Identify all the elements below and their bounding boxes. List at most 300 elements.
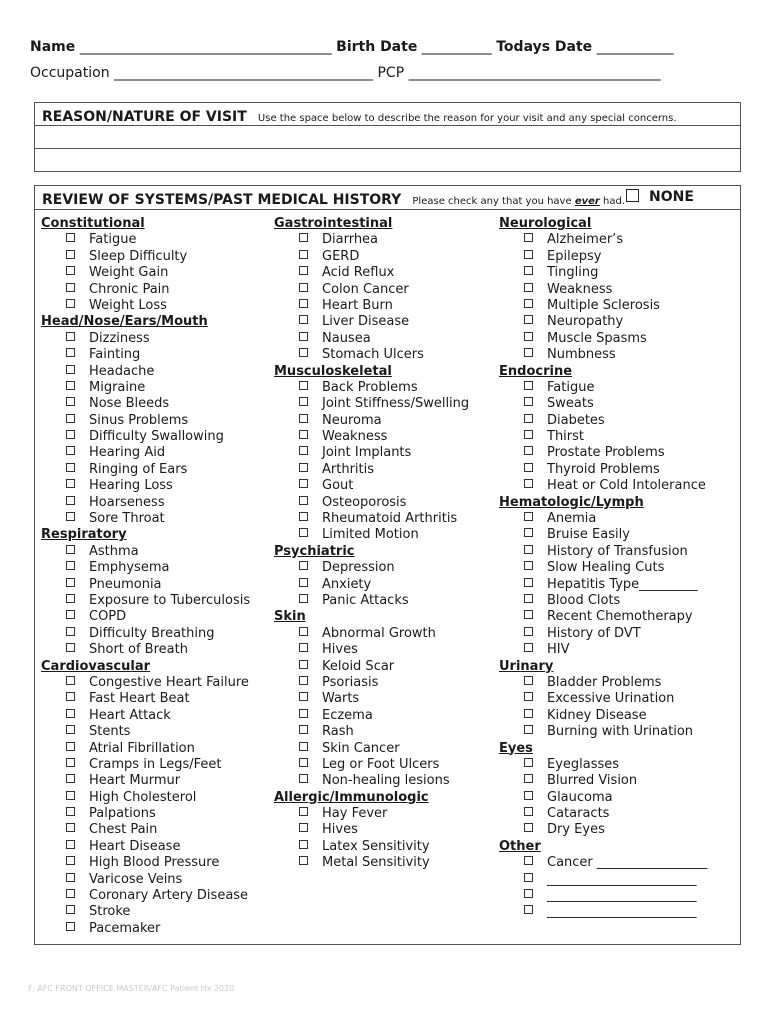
checkbox[interactable] bbox=[299, 332, 308, 341]
checklist-item[interactable] bbox=[41, 282, 281, 298]
checklist-item[interactable] bbox=[274, 413, 514, 429]
checklist-item-label: Heart Disease bbox=[89, 838, 181, 854]
checklist-item[interactable] bbox=[41, 560, 281, 576]
checklist-item[interactable] bbox=[41, 265, 281, 281]
checklist-item[interactable] bbox=[41, 249, 281, 265]
checkbox[interactable] bbox=[66, 233, 75, 242]
checklist-item[interactable] bbox=[499, 331, 739, 347]
section-heading: Psychiatric bbox=[274, 543, 355, 559]
checklist-item[interactable] bbox=[499, 544, 739, 560]
checklist-item-label: GERD bbox=[322, 248, 360, 264]
checklist-item-label: Heart Attack bbox=[89, 707, 171, 723]
checkbox[interactable] bbox=[299, 266, 308, 275]
checklist-item[interactable] bbox=[274, 757, 514, 773]
checklist-item[interactable] bbox=[499, 773, 739, 789]
checklist-item[interactable] bbox=[274, 626, 514, 642]
checklist-item[interactable] bbox=[41, 921, 281, 937]
checklist-item[interactable] bbox=[41, 478, 281, 494]
checkbox[interactable] bbox=[299, 627, 308, 636]
checklist-item[interactable] bbox=[274, 708, 514, 724]
checkbox[interactable] bbox=[299, 692, 308, 701]
checklist-item[interactable] bbox=[41, 773, 281, 789]
checklist-item[interactable] bbox=[274, 282, 514, 298]
checkbox[interactable] bbox=[299, 315, 308, 324]
checklist-item[interactable] bbox=[274, 462, 514, 478]
checkbox[interactable] bbox=[66, 365, 75, 374]
checkbox[interactable] bbox=[524, 250, 533, 259]
checklist-item[interactable] bbox=[41, 380, 281, 396]
checklist-item-label: Anxiety bbox=[322, 576, 372, 592]
none-checkbox[interactable] bbox=[626, 189, 639, 202]
column-1 bbox=[41, 216, 281, 937]
checklist-item[interactable] bbox=[274, 724, 514, 740]
checkbox[interactable] bbox=[299, 578, 308, 587]
checkbox[interactable] bbox=[299, 676, 308, 685]
checklist-item-label: Numbness bbox=[547, 347, 616, 363]
checklist-item[interactable] bbox=[499, 282, 739, 298]
checklist-item-label: Glaucoma bbox=[547, 789, 613, 805]
checklist-item[interactable] bbox=[499, 298, 739, 314]
checkbox[interactable] bbox=[524, 627, 533, 636]
checklist-item[interactable] bbox=[41, 757, 281, 773]
checklist-item[interactable] bbox=[41, 593, 281, 609]
checklist-item[interactable] bbox=[41, 511, 281, 527]
reason-line-2[interactable] bbox=[34, 148, 741, 149]
checklist-item-label: HIV bbox=[547, 642, 570, 658]
checklist-item[interactable] bbox=[499, 445, 739, 461]
checklist-item[interactable] bbox=[274, 396, 514, 412]
checklist-item-label: Pacemaker bbox=[89, 920, 161, 936]
checklist-item[interactable] bbox=[499, 626, 739, 642]
checklist-item[interactable] bbox=[499, 593, 739, 609]
checklist-item[interactable] bbox=[274, 511, 514, 527]
checklist-item-label: Liver Disease bbox=[322, 314, 410, 330]
checklist-item-label: Asthma bbox=[89, 543, 139, 559]
checkbox[interactable] bbox=[299, 283, 308, 292]
checklist-item-label: Hepatitis Type_________ bbox=[547, 576, 698, 592]
checkbox[interactable] bbox=[524, 512, 533, 521]
checklist-item-label: Dizziness bbox=[89, 330, 150, 346]
checklist-item-label: _______________________ bbox=[547, 888, 697, 904]
checklist-item[interactable] bbox=[274, 855, 514, 871]
checklist-item[interactable] bbox=[274, 331, 514, 347]
checkbox[interactable] bbox=[299, 250, 308, 259]
checklist-item[interactable] bbox=[499, 413, 739, 429]
checkbox[interactable] bbox=[524, 643, 533, 652]
checkbox[interactable] bbox=[66, 610, 75, 619]
checklist-item-label: Acid Reflux bbox=[322, 265, 395, 281]
checklist-item[interactable] bbox=[499, 790, 739, 806]
checklist-item-label: Non-healing lesions bbox=[322, 773, 450, 789]
checkbox[interactable] bbox=[66, 545, 75, 554]
checklist-item-label: Sinus Problems bbox=[89, 412, 189, 428]
section-heading: Endocrine bbox=[499, 363, 573, 379]
checkbox[interactable] bbox=[66, 922, 75, 931]
checkbox[interactable] bbox=[524, 594, 533, 603]
checklist-item[interactable] bbox=[41, 364, 281, 380]
checklist-item[interactable] bbox=[274, 314, 514, 330]
checkbox[interactable] bbox=[299, 823, 308, 832]
checklist-item-label: Pneumonia bbox=[89, 576, 162, 592]
checklist-item-label: Burning with Urination bbox=[547, 724, 694, 740]
checkbox[interactable] bbox=[299, 397, 308, 406]
checklist-item[interactable] bbox=[274, 560, 514, 576]
checklist-item[interactable] bbox=[499, 560, 739, 576]
checkbox[interactable] bbox=[524, 856, 533, 865]
checkbox[interactable] bbox=[66, 561, 75, 570]
column-2 bbox=[274, 216, 514, 872]
checkbox[interactable] bbox=[299, 512, 308, 521]
checklist-item-label: Rash bbox=[322, 724, 354, 740]
checkbox[interactable] bbox=[524, 889, 533, 898]
name-label: Name bbox=[30, 39, 76, 55]
checklist-item[interactable] bbox=[274, 675, 514, 691]
reason-line-1[interactable] bbox=[34, 125, 741, 126]
checklist-item[interactable] bbox=[41, 626, 281, 642]
checklist-item[interactable] bbox=[41, 429, 281, 445]
ros-title: REVIEW OF SYSTEMS/PAST MEDICAL HISTORY bbox=[42, 192, 402, 208]
checklist-item[interactable] bbox=[41, 675, 281, 691]
checklist-item-label: Slow Healing Cuts bbox=[547, 560, 665, 576]
checkbox[interactable] bbox=[299, 528, 308, 537]
checklist-item[interactable] bbox=[41, 445, 281, 461]
checklist-item-label: Cramps in Legs/Feet bbox=[89, 756, 222, 772]
occupation-field[interactable]: _____________________________________ bbox=[114, 65, 374, 81]
checklist-item[interactable] bbox=[41, 298, 281, 314]
checklist-item[interactable] bbox=[499, 396, 739, 412]
checkbox[interactable] bbox=[299, 496, 308, 505]
checkbox[interactable] bbox=[524, 725, 533, 734]
checkbox[interactable] bbox=[66, 627, 75, 636]
section-heading: Urinary bbox=[499, 658, 554, 674]
checkbox[interactable] bbox=[66, 643, 75, 652]
checklist-item-label: Stomach Ulcers bbox=[322, 347, 424, 363]
checkbox[interactable] bbox=[299, 856, 308, 865]
checklist-item-label: Heart Murmur bbox=[89, 773, 181, 789]
checkbox[interactable] bbox=[524, 774, 533, 783]
checkbox[interactable] bbox=[524, 299, 533, 308]
checkbox[interactable] bbox=[66, 742, 75, 751]
checklist-item[interactable] bbox=[41, 741, 281, 757]
checklist-item-label: Sleep Difficulty bbox=[89, 248, 188, 264]
checklist-item-label: Nausea bbox=[322, 330, 371, 346]
checklist-item[interactable] bbox=[274, 839, 514, 855]
checkbox[interactable] bbox=[299, 430, 308, 439]
checkbox[interactable] bbox=[66, 676, 75, 685]
checklist-item[interactable] bbox=[499, 478, 739, 494]
checkbox[interactable] bbox=[66, 479, 75, 488]
checkbox[interactable] bbox=[66, 266, 75, 275]
checklist-item[interactable] bbox=[41, 396, 281, 412]
checkbox[interactable] bbox=[66, 414, 75, 423]
checklist-item[interactable] bbox=[41, 462, 281, 478]
checkbox[interactable] bbox=[66, 446, 75, 455]
checklist-item[interactable] bbox=[41, 872, 281, 888]
checklist-item[interactable] bbox=[274, 806, 514, 822]
checkbox[interactable] bbox=[66, 594, 75, 603]
checkbox[interactable] bbox=[66, 774, 75, 783]
todays-date-label: Todays Date bbox=[496, 39, 593, 55]
checklist-item[interactable] bbox=[499, 806, 739, 822]
checklist-item-label: Eczema bbox=[322, 707, 373, 723]
checkbox[interactable] bbox=[524, 807, 533, 816]
checkbox[interactable] bbox=[524, 709, 533, 718]
checklist-item[interactable] bbox=[499, 577, 739, 593]
checkbox[interactable] bbox=[524, 381, 533, 390]
checklist-item-label: Limited Motion bbox=[322, 527, 419, 543]
name-field[interactable]: ____________________________________ bbox=[79, 39, 332, 55]
checkbox[interactable] bbox=[66, 889, 75, 898]
checklist-item[interactable] bbox=[274, 659, 514, 675]
birth-date-field[interactable]: __________ bbox=[421, 39, 492, 55]
checklist-item[interactable] bbox=[499, 265, 739, 281]
checklist-item[interactable] bbox=[41, 691, 281, 707]
checklist-item[interactable] bbox=[499, 855, 739, 871]
checklist-item[interactable] bbox=[274, 593, 514, 609]
checklist-item-label: Sweats bbox=[547, 396, 594, 412]
checkbox[interactable] bbox=[66, 430, 75, 439]
checklist-item[interactable] bbox=[274, 478, 514, 494]
checkbox[interactable] bbox=[66, 905, 75, 914]
checklist-item[interactable] bbox=[41, 708, 281, 724]
checkbox[interactable] bbox=[299, 774, 308, 783]
checkbox[interactable] bbox=[299, 233, 308, 242]
checklist-item-label: Weakness bbox=[322, 429, 388, 445]
checklist-item[interactable] bbox=[499, 822, 739, 838]
checklist-item[interactable] bbox=[41, 347, 281, 363]
checkbox[interactable] bbox=[524, 315, 533, 324]
checkbox[interactable] bbox=[66, 397, 75, 406]
checklist-item-label: Kidney Disease bbox=[547, 707, 647, 723]
checklist-item[interactable] bbox=[274, 773, 514, 789]
checklist-item[interactable] bbox=[41, 888, 281, 904]
checklist-item[interactable] bbox=[274, 527, 514, 543]
checklist-item[interactable] bbox=[499, 888, 739, 904]
checkbox[interactable] bbox=[524, 692, 533, 701]
checkbox[interactable] bbox=[524, 758, 533, 767]
checklist-item-label: Muscle Spasms bbox=[547, 330, 647, 346]
checkbox[interactable] bbox=[524, 446, 533, 455]
column-3 bbox=[499, 216, 739, 921]
checkbox[interactable] bbox=[524, 791, 533, 800]
checklist-item-label: Warts bbox=[322, 691, 360, 707]
checklist-item-label: Arthritis bbox=[322, 461, 375, 477]
pcp-field[interactable]: ____________________________________ bbox=[408, 65, 661, 81]
checkbox[interactable] bbox=[66, 299, 75, 308]
checkbox[interactable] bbox=[66, 348, 75, 357]
checklist-item[interactable] bbox=[274, 380, 514, 396]
checklist-item[interactable] bbox=[499, 527, 739, 543]
checkbox[interactable] bbox=[66, 381, 75, 390]
checklist-item-label: Atrial Fibrillation bbox=[89, 740, 195, 756]
checkbox[interactable] bbox=[66, 725, 75, 734]
checklist-item[interactable] bbox=[41, 331, 281, 347]
checkbox[interactable] bbox=[524, 561, 533, 570]
checklist-item-label: Hearing Loss bbox=[89, 478, 173, 494]
checklist-item[interactable] bbox=[274, 577, 514, 593]
checkbox[interactable] bbox=[66, 512, 75, 521]
checklist-item[interactable] bbox=[41, 577, 281, 593]
checkbox[interactable] bbox=[524, 266, 533, 275]
checkbox[interactable] bbox=[66, 807, 75, 816]
checkbox[interactable] bbox=[524, 332, 533, 341]
todays-date-field[interactable]: ___________ bbox=[596, 39, 674, 55]
checkbox[interactable] bbox=[299, 758, 308, 767]
checklist-item[interactable] bbox=[499, 757, 739, 773]
checkbox[interactable] bbox=[524, 348, 533, 357]
checkbox[interactable] bbox=[299, 348, 308, 357]
checklist-item[interactable] bbox=[499, 904, 739, 920]
checklist-item[interactable] bbox=[274, 265, 514, 281]
checkbox[interactable] bbox=[299, 446, 308, 455]
checklist-item-label: Difficulty Swallowing bbox=[89, 429, 224, 445]
checklist-item[interactable] bbox=[499, 511, 739, 527]
section-heading: Eyes bbox=[499, 740, 533, 756]
checklist-item-label: Bruise Easily bbox=[547, 527, 630, 543]
checkbox[interactable] bbox=[299, 594, 308, 603]
checkbox[interactable] bbox=[66, 463, 75, 472]
checkbox[interactable] bbox=[66, 578, 75, 587]
checklist-item[interactable] bbox=[499, 642, 739, 658]
checklist-item[interactable] bbox=[41, 232, 281, 248]
checkbox[interactable] bbox=[66, 758, 75, 767]
checkbox[interactable] bbox=[524, 430, 533, 439]
checkbox[interactable] bbox=[524, 479, 533, 488]
checklist-item[interactable] bbox=[274, 642, 514, 658]
checkbox[interactable] bbox=[66, 250, 75, 259]
checklist-item-label: Abnormal Growth bbox=[322, 625, 436, 641]
checklist-item[interactable] bbox=[41, 413, 281, 429]
checklist-item-label: Cancer _________________ bbox=[547, 855, 708, 871]
checklist-item[interactable] bbox=[41, 609, 281, 625]
checklist-item[interactable] bbox=[41, 904, 281, 920]
checklist-item[interactable] bbox=[274, 429, 514, 445]
checklist-item[interactable] bbox=[41, 822, 281, 838]
checkbox[interactable] bbox=[66, 823, 75, 832]
checklist-item[interactable] bbox=[41, 495, 281, 511]
checklist-item[interactable] bbox=[41, 806, 281, 822]
checkbox[interactable] bbox=[524, 283, 533, 292]
checkbox[interactable] bbox=[299, 660, 308, 669]
checklist-item-label: Epilepsy bbox=[547, 248, 602, 264]
checklist-item[interactable] bbox=[274, 232, 514, 248]
checklist-item-label: Multiple Sclerosis bbox=[547, 297, 660, 313]
checkbox[interactable] bbox=[66, 283, 75, 292]
checklist-item[interactable] bbox=[274, 249, 514, 265]
checklist-item[interactable] bbox=[41, 790, 281, 806]
checklist-item[interactable] bbox=[41, 839, 281, 855]
checkbox[interactable] bbox=[299, 709, 308, 718]
checklist-item[interactable] bbox=[41, 724, 281, 740]
checklist-item-label: Diabetes bbox=[547, 412, 605, 428]
checklist-item[interactable] bbox=[41, 855, 281, 871]
checklist-item[interactable] bbox=[499, 429, 739, 445]
checkbox[interactable] bbox=[299, 807, 308, 816]
checklist-item[interactable] bbox=[499, 609, 739, 625]
checkbox[interactable] bbox=[524, 610, 533, 619]
checkbox[interactable] bbox=[66, 873, 75, 882]
checklist-item[interactable] bbox=[274, 691, 514, 707]
checkbox[interactable] bbox=[524, 545, 533, 554]
checklist-item[interactable] bbox=[499, 314, 739, 330]
checklist-item[interactable] bbox=[499, 872, 739, 888]
checklist-item[interactable] bbox=[274, 741, 514, 757]
checkbox[interactable] bbox=[299, 299, 308, 308]
ros-header-divider bbox=[34, 209, 741, 210]
checkbox[interactable] bbox=[66, 496, 75, 505]
checklist-item[interactable] bbox=[274, 347, 514, 363]
checklist-item[interactable] bbox=[499, 724, 739, 740]
checkbox[interactable] bbox=[66, 856, 75, 865]
checkbox[interactable] bbox=[524, 905, 533, 914]
checkbox[interactable] bbox=[524, 528, 533, 537]
checklist-item-label: Coronary Artery Disease bbox=[89, 888, 249, 904]
checklist-item-label: Chronic Pain bbox=[89, 281, 170, 297]
checkbox[interactable] bbox=[299, 561, 308, 570]
none-option[interactable] bbox=[626, 189, 694, 205]
checklist-item[interactable] bbox=[274, 495, 514, 511]
checkbox[interactable] bbox=[66, 692, 75, 701]
checkbox[interactable] bbox=[299, 725, 308, 734]
checkbox[interactable] bbox=[524, 397, 533, 406]
pcp-label: PCP bbox=[377, 65, 405, 81]
checkbox[interactable] bbox=[524, 676, 533, 685]
occupation-line bbox=[30, 65, 661, 81]
checklist-item-label: Bladder Problems bbox=[547, 674, 662, 690]
checkbox[interactable] bbox=[524, 823, 533, 832]
checklist-item-label: Metal Sensitivity bbox=[322, 855, 430, 871]
checklist-item[interactable] bbox=[41, 544, 281, 560]
checklist-item-label: Weight Loss bbox=[89, 297, 167, 313]
checklist-item[interactable] bbox=[274, 822, 514, 838]
checklist-item[interactable] bbox=[41, 642, 281, 658]
checkbox[interactable] bbox=[66, 840, 75, 849]
checklist-item-label: Hives bbox=[322, 642, 358, 658]
checklist-item[interactable] bbox=[499, 380, 739, 396]
checkbox[interactable] bbox=[524, 414, 533, 423]
checkbox[interactable] bbox=[524, 463, 533, 472]
checkbox[interactable] bbox=[299, 479, 308, 488]
checkbox[interactable] bbox=[299, 742, 308, 751]
checkbox[interactable] bbox=[299, 840, 308, 849]
checklist-item-label: Colon Cancer bbox=[322, 281, 409, 297]
checklist-item[interactable] bbox=[274, 298, 514, 314]
checklist-item-label: Fatigue bbox=[89, 232, 137, 248]
checklist-item[interactable] bbox=[499, 462, 739, 478]
checkbox[interactable] bbox=[524, 873, 533, 882]
checklist-item[interactable] bbox=[499, 249, 739, 265]
checkbox[interactable] bbox=[66, 332, 75, 341]
checkbox[interactable] bbox=[524, 233, 533, 242]
checkbox[interactable] bbox=[299, 463, 308, 472]
checkbox[interactable] bbox=[299, 643, 308, 652]
section-heading: Respiratory bbox=[41, 527, 127, 543]
checklist-item-label: Hearing Aid bbox=[89, 445, 166, 461]
checklist-item[interactable] bbox=[499, 708, 739, 724]
checkbox[interactable] bbox=[66, 791, 75, 800]
checklist-item[interactable] bbox=[499, 347, 739, 363]
checkbox[interactable] bbox=[299, 414, 308, 423]
checklist-item[interactable] bbox=[499, 232, 739, 248]
checklist-item[interactable] bbox=[499, 675, 739, 691]
checkbox[interactable] bbox=[299, 381, 308, 390]
checklist-item-label: Heat or Cold Intolerance bbox=[547, 478, 706, 494]
checklist-item[interactable] bbox=[499, 691, 739, 707]
checkbox[interactable] bbox=[524, 578, 533, 587]
checkbox[interactable] bbox=[66, 709, 75, 718]
checklist-item-label: Hives bbox=[322, 822, 358, 838]
checklist-item[interactable] bbox=[274, 445, 514, 461]
